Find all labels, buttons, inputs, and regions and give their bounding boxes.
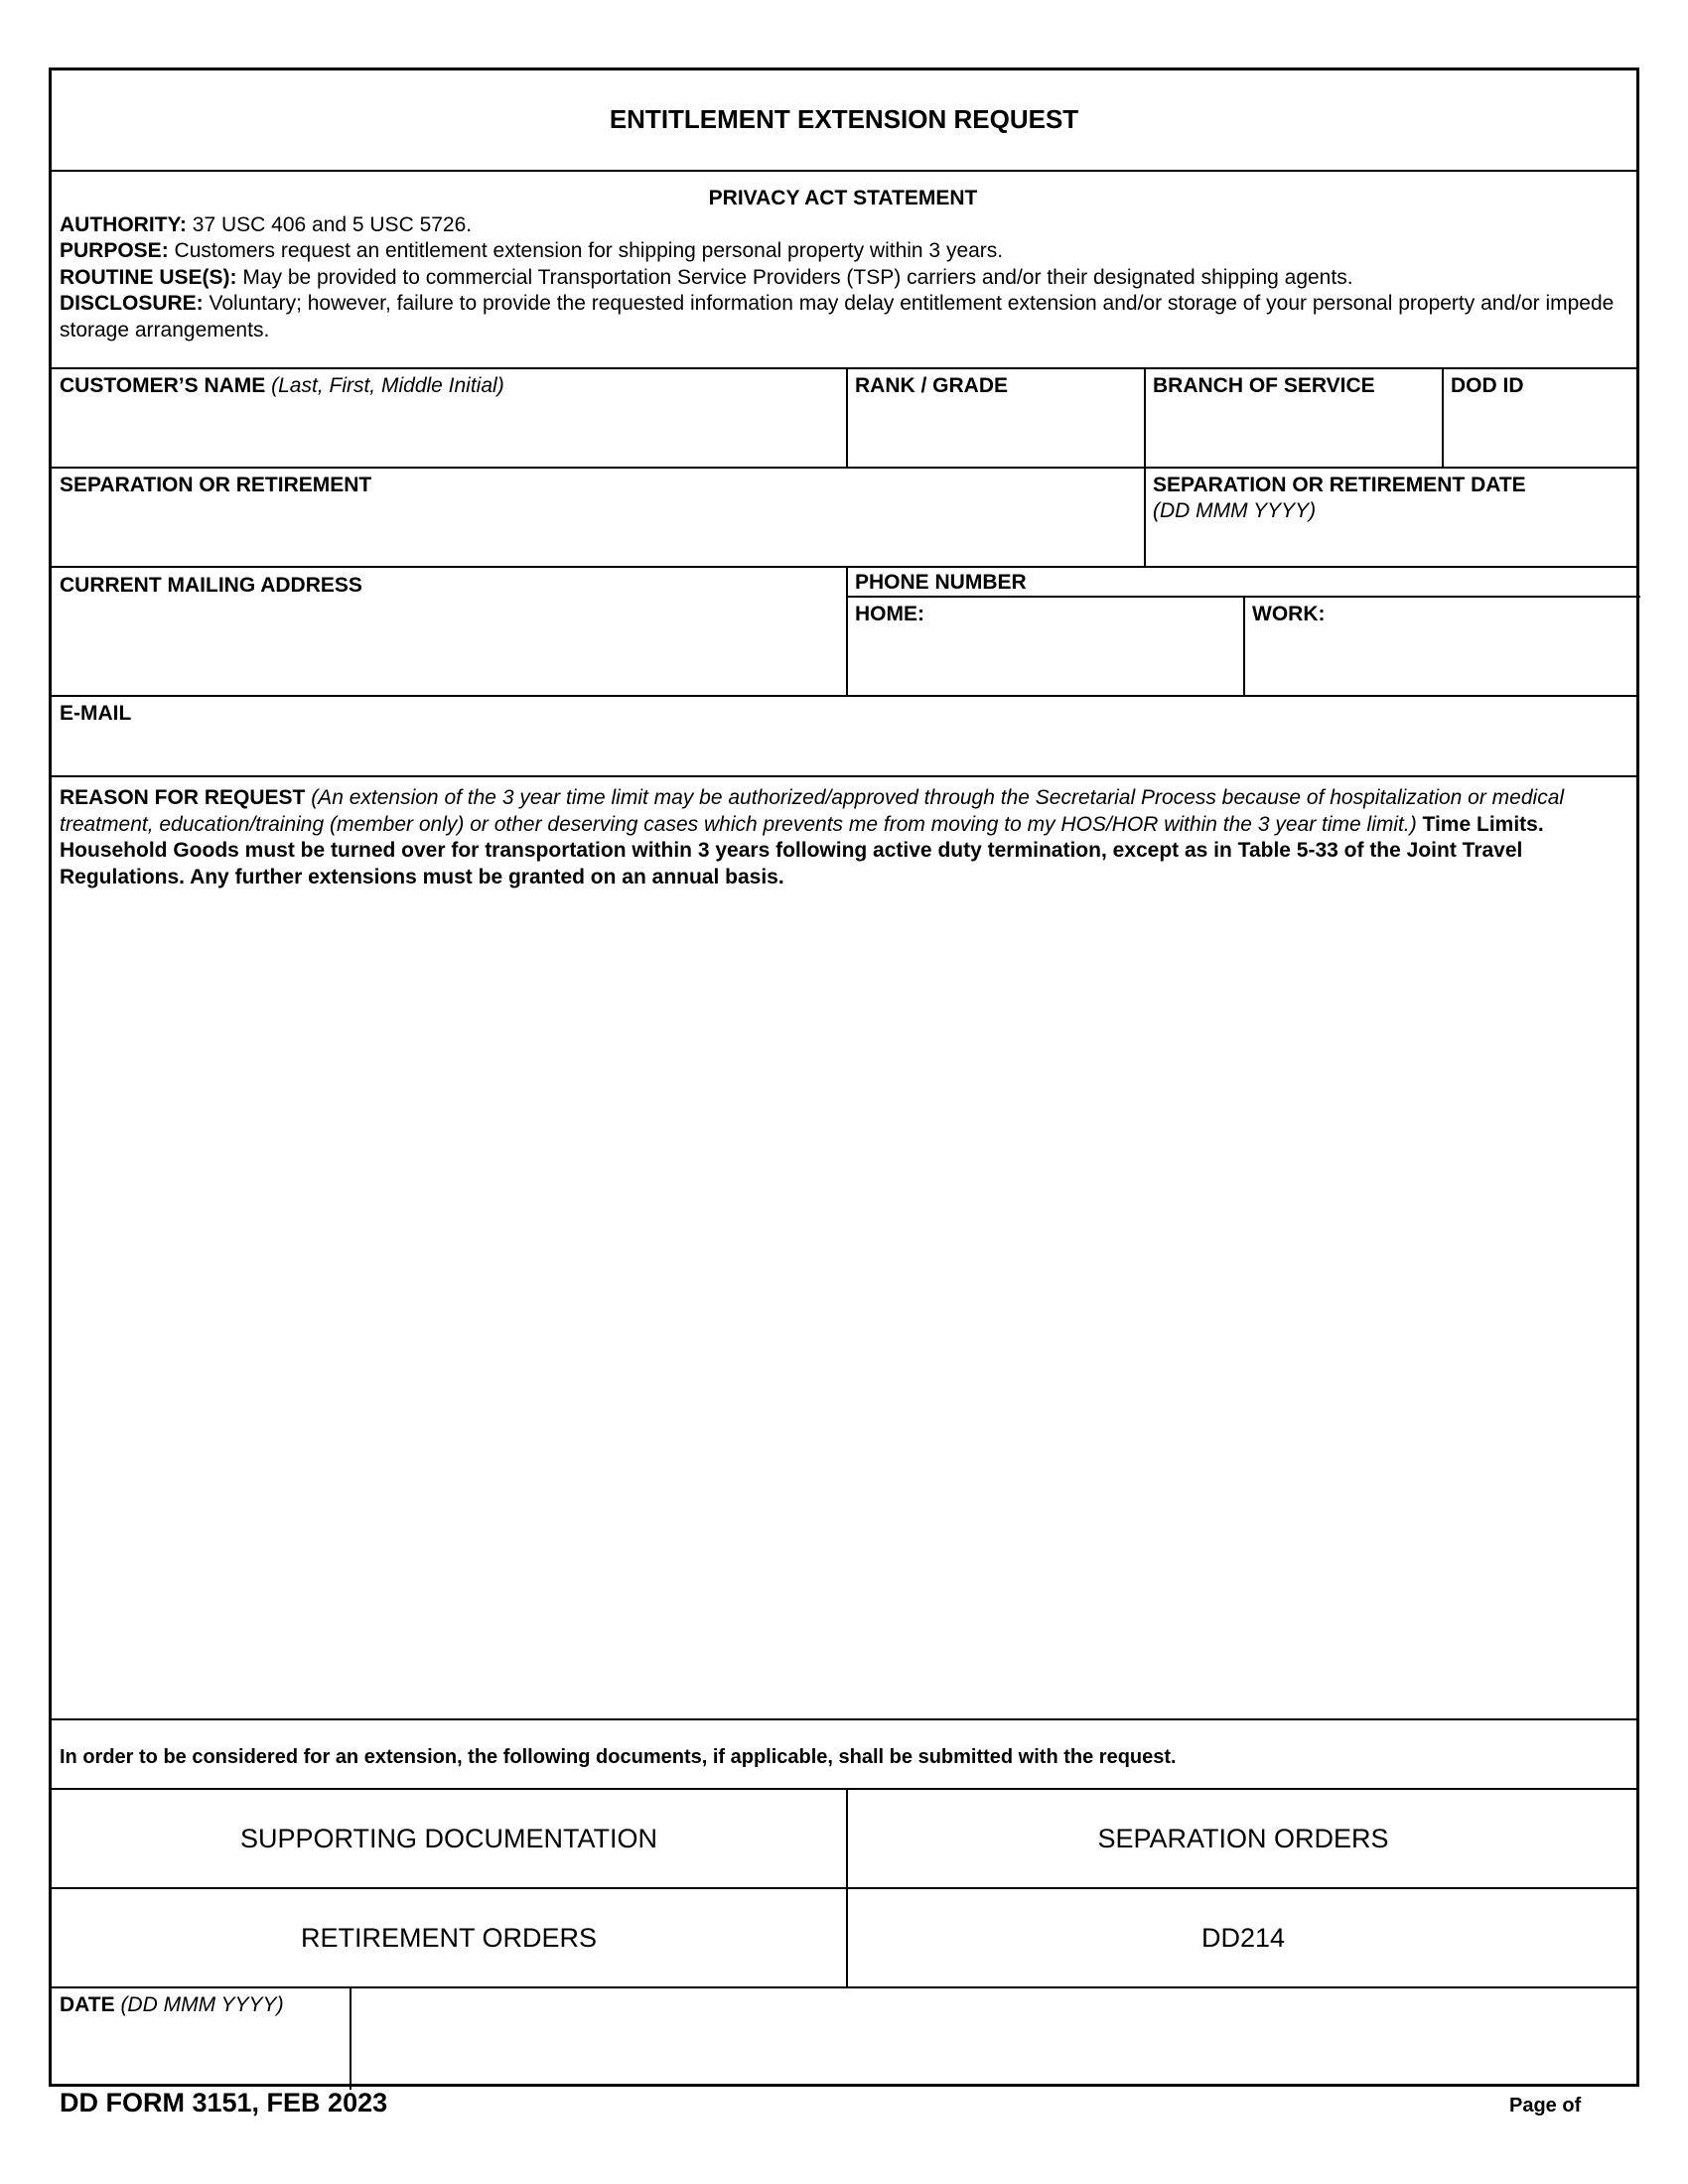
divider <box>52 367 1636 369</box>
supporting-documentation-cell: SUPPORTING DOCUMENTATION <box>239 1823 658 1853</box>
documents-notice: In order to be considered for an extension, the following documents, if applicable, shall be submitted with the request. <box>60 1746 1177 1768</box>
reason-for-request-field[interactable] <box>60 785 1628 890</box>
branch-of-service-field[interactable]: BRANCH OF SERVICE <box>1153 374 1375 397</box>
customer-name-hint: (Last, First, Middle Initial) <box>265 374 504 397</box>
date-field[interactable] <box>60 1992 284 2018</box>
email-field[interactable]: E-MAIL <box>60 702 132 725</box>
privacy-heading: PRIVACY ACT STATEMENT <box>708 187 978 209</box>
customer-name-label: CUSTOMER’S NAME <box>60 374 266 397</box>
home-phone-field[interactable]: HOME: <box>855 603 924 625</box>
privacy-act-statement <box>60 186 1626 343</box>
disclosure-text: Voluntary; however, failure to provide the requested information may delay entitlement extension and/or storage of your personal property and/or impede storage arrangements. <box>60 292 1615 341</box>
routine-use-label: ROUTINE USE(S): <box>60 265 237 289</box>
page-counter: Page of <box>1509 2095 1582 2116</box>
purpose-label: PURPOSE: <box>60 239 169 262</box>
work-phone-field[interactable]: WORK: <box>1252 603 1326 625</box>
date-hint: (DD MMM YYYY) <box>114 1993 284 2016</box>
phone-number-label: PHONE NUMBER <box>855 571 1027 594</box>
separation-date-hint: (DD MMM YYYY) <box>1153 499 1317 522</box>
dd214-cell: DD214 <box>1200 1922 1286 1953</box>
customer-name-field[interactable] <box>60 373 504 399</box>
mailing-address-field[interactable]: CURRENT MAILING ADDRESS <box>60 574 362 597</box>
separation-orders-cell: SEPARATION ORDERS <box>1097 1823 1389 1853</box>
retirement-orders-cell: RETIREMENT ORDERS <box>300 1922 598 1953</box>
disclosure-label: DISCLOSURE: <box>60 292 204 315</box>
rank-grade-field[interactable]: RANK / GRADE <box>855 374 1009 397</box>
date-label: DATE <box>60 1993 115 2016</box>
separation-or-retirement-field[interactable]: SEPARATION OR RETIREMENT <box>60 474 372 496</box>
signature-field[interactable] <box>352 1988 1638 2086</box>
divider <box>52 170 1636 172</box>
reason-hint: (An extension of the 3 year time limit may be authorized/approved through the Secretarial Process because of hospitalization or medical treatment, education/training (member only) or other deserving cases which prevents me from moving to my HOS/HOR within the 3 year time limit.) <box>60 786 1565 836</box>
time-limits-text: Time Limits. Household Goods must be turned over for transportation within 3 years following active duty termination, except as in Table 5-33 of the Joint Travel Regulations. Any further extensions must be granted on an annual basis. <box>60 812 1544 888</box>
authority-text: 37 USC 406 and 5 USC 5726. <box>186 212 473 236</box>
form-number: DD FORM 3151, FEB 2023 <box>60 2088 388 2117</box>
dod-id-field[interactable]: DOD ID <box>1451 374 1524 397</box>
authority-label: AUTHORITY: <box>60 212 187 236</box>
separation-date-field[interactable] <box>1153 473 1526 524</box>
entitlement-extension-form <box>49 68 1639 2087</box>
separation-date-label: SEPARATION OR RETIREMENT DATE <box>1153 474 1526 496</box>
routine-use-text: May be provided to commercial Transportation Service Providers (TSP) carriers and/or their designated shipping agents. <box>236 265 1353 289</box>
reason-label: REASON FOR REQUEST <box>60 786 306 809</box>
form-title: ENTITLEMENT EXTENSION REQUEST <box>609 104 1079 134</box>
purpose-text: Customers request an entitlement extension for shipping personal property within 3 years. <box>168 239 1004 262</box>
